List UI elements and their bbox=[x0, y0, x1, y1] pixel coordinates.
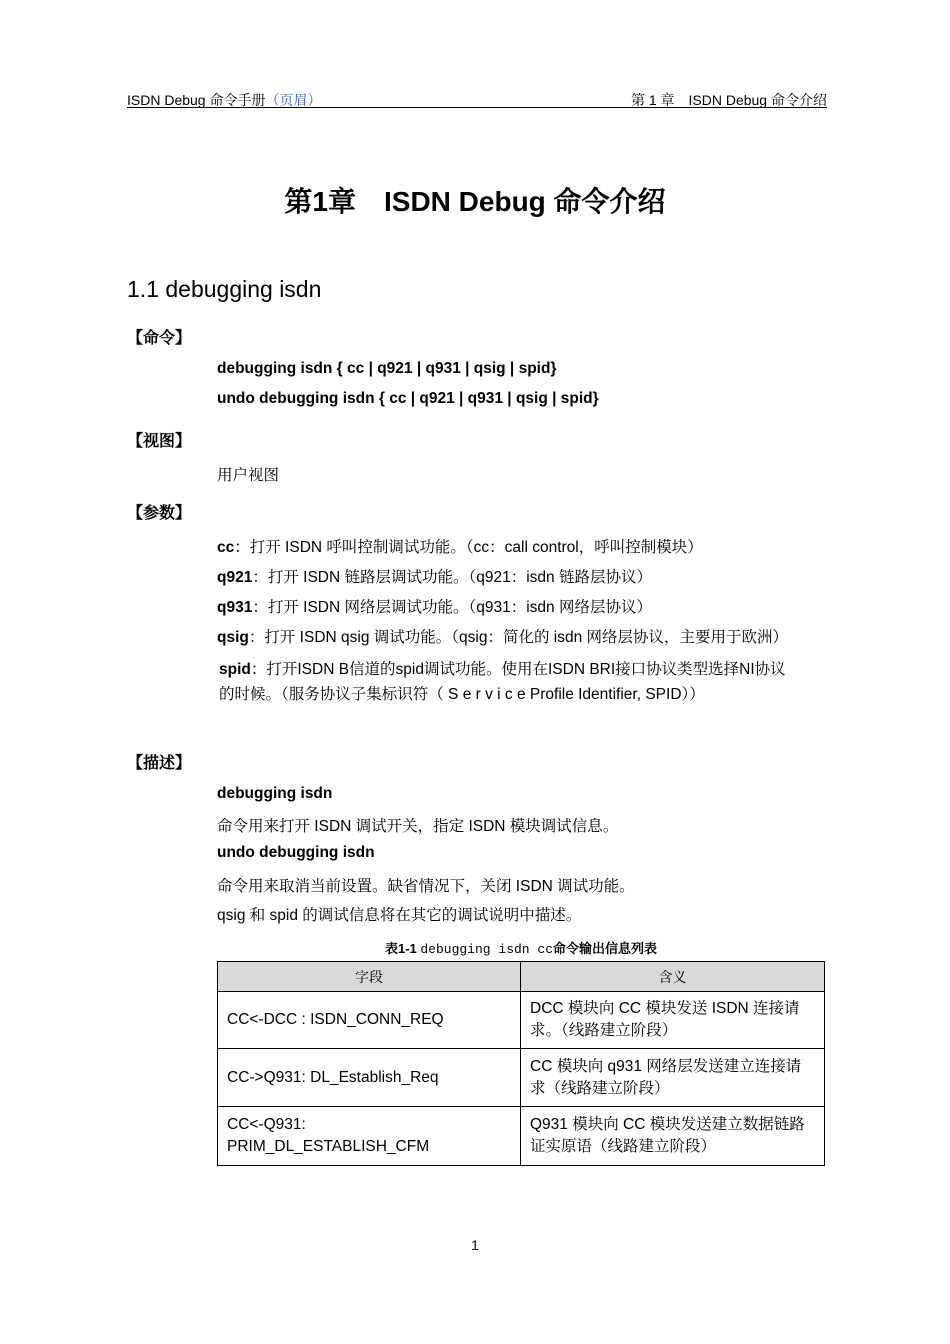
section-title: 1.1 debugging isdn bbox=[127, 276, 322, 302]
view-text: 用户视图 bbox=[217, 467, 280, 484]
table-header-row bbox=[218, 962, 825, 992]
header-hint: （页眉） bbox=[265, 92, 322, 108]
table-cell-field: CC->Q931: DL_Establish_Req bbox=[218, 1049, 521, 1107]
chapter-title: 第1章 ISDN Debug 命令介绍 bbox=[284, 186, 666, 217]
table-cell-field: CC<-Q931: PRIM_DL_ESTABLISH_CFM bbox=[218, 1107, 521, 1166]
header-divider bbox=[127, 107, 827, 108]
view-label: 【视图】 bbox=[127, 433, 192, 450]
header-title: ISDN Debug 命令手册 bbox=[127, 92, 266, 108]
param-q931: q931：打开 ISDN 网络层调试功能。（q931：isdn 网络层协议） bbox=[217, 599, 652, 616]
table-cell-meaning: DCC 模块向 CC 模块发送 ISDN 连接请求。（线路建立阶段） bbox=[521, 992, 825, 1049]
table-row bbox=[218, 992, 825, 1049]
param-q921: q921：打开 ISDN 链路层调试功能。（q921：isdn 链路层协议） bbox=[217, 569, 652, 586]
command-syntax: debugging isdn { cc | q921 | q931 | qsig | spid} bbox=[217, 360, 557, 377]
param-spid-continuation: 的时候。（服务协议子集标识符（ S e r v i c e Profile Identifier, SPID）） bbox=[219, 686, 705, 703]
column-header-meaning: 含义 bbox=[521, 962, 825, 992]
desc-command-2: undo debugging isdn bbox=[217, 844, 375, 861]
param-spid: spid：打开ISDN B信道的spid调试功能。使用在ISDN BRI接口协议类型选择NI协议 bbox=[219, 661, 786, 678]
desc-command-1: debugging isdn bbox=[217, 785, 333, 802]
param-cc: cc：打开 ISDN 呼叫控制调试功能。（cc：call control，呼叫控制模块） bbox=[217, 539, 703, 556]
table-cell-meaning: CC 模块向 q931 网络层发送建立连接请求（线路建立阶段） bbox=[521, 1049, 825, 1107]
table-row bbox=[218, 1049, 825, 1107]
table-cell-field: CC<-DCC : ISDN_CONN_REQ bbox=[218, 992, 521, 1049]
column-header-field: 字段 bbox=[218, 962, 521, 992]
table-row bbox=[218, 1107, 825, 1166]
params-label: 【参数】 bbox=[127, 505, 192, 522]
undo-command-syntax: undo debugging isdn { cc | q921 | q931 | qsig | spid} bbox=[217, 390, 599, 407]
desc-text-1: 命令用来打开 ISDN 调试开关，指定 ISDN 模块调试信息。 bbox=[217, 818, 619, 835]
output-info-table bbox=[217, 961, 825, 1166]
table-cell-meaning: Q931 模块向 CC 模块发送建立数据链路证实原语（线路建立阶段） bbox=[521, 1107, 825, 1166]
command-label: 【命令】 bbox=[127, 330, 192, 347]
param-qsig: qsig：打开 ISDN qsig 调试功能。（qsig：简化的 isdn 网络层协议，主要用于欧洲） bbox=[217, 629, 788, 646]
desc-text-3: qsig 和 spid 的调试信息将在其它的调试说明中描述。 bbox=[217, 907, 582, 924]
table-caption: 表1-1 debugging isdn cc命令输出信息列表 bbox=[384, 941, 658, 957]
desc-text-2: 命令用来取消当前设置。缺省情况下，关闭 ISDN 调试功能。 bbox=[217, 878, 635, 895]
description-label: 【描述】 bbox=[127, 755, 192, 772]
page-number: 1 bbox=[471, 1237, 479, 1253]
page-header-right: 第 1 章 ISDN Debug 命令介绍 bbox=[630, 92, 827, 108]
